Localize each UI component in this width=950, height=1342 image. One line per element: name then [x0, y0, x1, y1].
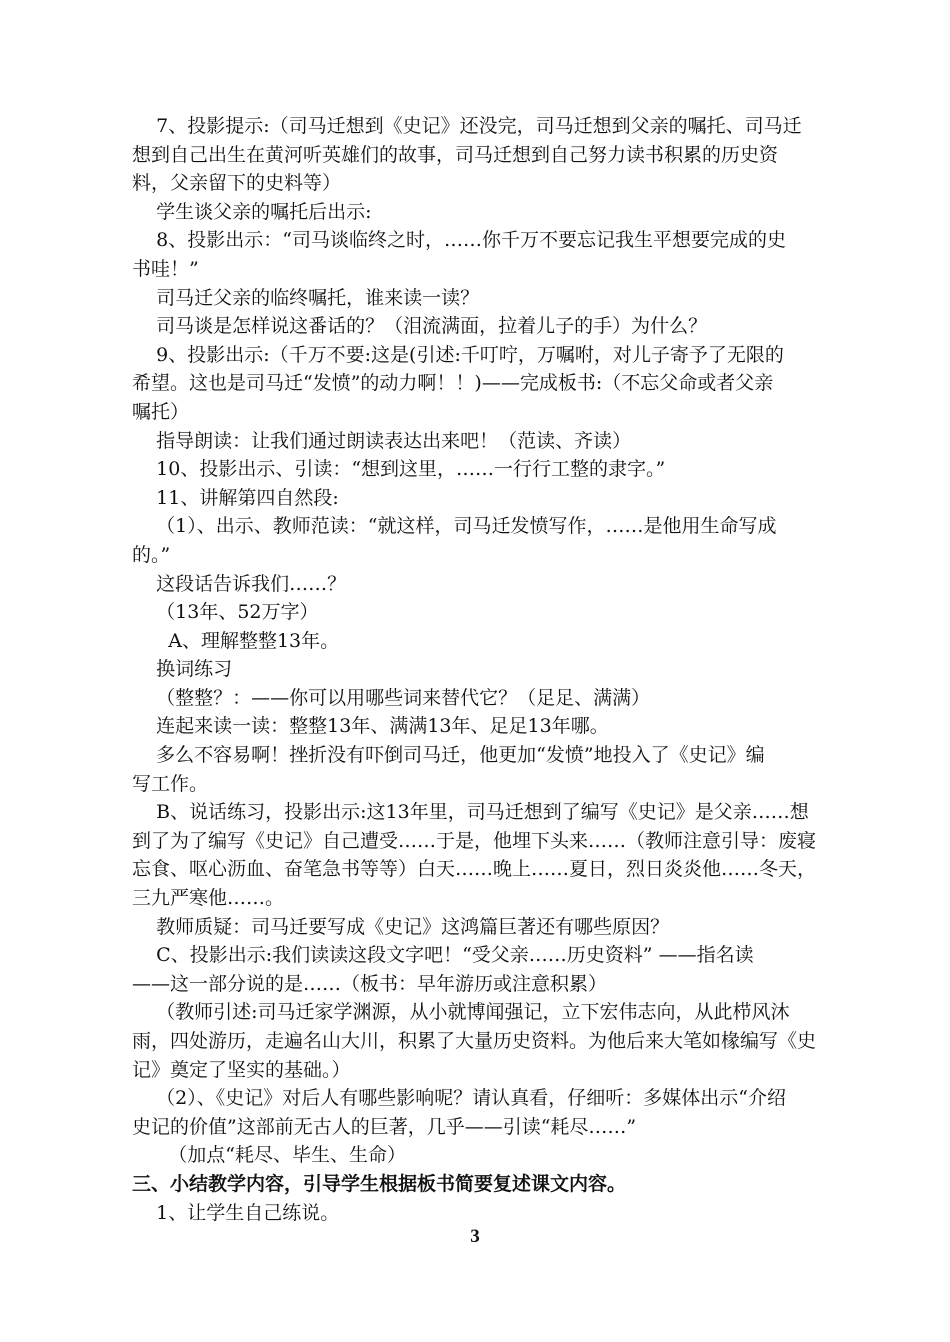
document-body — [132, 112, 884, 1227]
text-line: ——这一部分说的是……（板书：早年游历或注意积累） — [132, 972, 608, 995]
text-line: 希望。这也是司马迁“发愤”的动力啊！！)——完成板书:（不忘父命或者父亲 — [132, 372, 774, 395]
text-line: （教师引述:司马迁家学渊源，从小就博闻强记，立下宏伟志向，从此栉风沐 — [132, 1001, 790, 1024]
text-line: 料，父亲留下的史料等） — [132, 172, 342, 195]
text-line: （1）、出示、教师范读：“就这样，司马迁发愤写作，……是他用生命写成 — [132, 515, 777, 538]
text-line: 连起来读一读：整整13年、满满13年、足足13年哪。 — [132, 715, 609, 738]
section-heading: 三、小结教学内容，引导学生根据板书简要复述课文内容。 — [132, 1172, 627, 1195]
text-line: 指导朗读：让我们通过朗读表达出来吧！（范读、齐读） — [132, 429, 632, 452]
text-line: 教师质疑：司马迁要写成《史记》这鸿篇巨著还有哪些原因？ — [132, 915, 670, 938]
text-line: （加点“耗尽、毕生、生命） — [132, 1144, 406, 1167]
text-line: 写工作。 — [132, 772, 209, 795]
text-line: 换词练习 — [132, 658, 233, 681]
text-line: （整整？：——你可以用哪些词来替代它？（足足、满满） — [132, 686, 651, 709]
text-line: 11、讲解第四自然段: — [132, 486, 339, 509]
text-line: 雨，四处游历，走遍名山大川，积累了大量历史资料。为他后来大笔如椽编写《史 — [132, 1030, 817, 1052]
text-line: 9、投影出示:（千万不要:这是(引述:千叮咛，万嘱咐，对儿子寄予了无限的 — [132, 343, 784, 366]
text-line: 1、让学生自己练说。 — [132, 1201, 340, 1224]
text-line: 记》奠定了坚实的基础。） — [132, 1058, 351, 1081]
text-line: 三九严寒他……。 — [132, 887, 285, 910]
text-line: 书哇！” — [132, 257, 199, 280]
text-line: 想到自己出生在黄河听英雄们的故事，司马迁想到自己努力读书积累的历史资 — [132, 143, 779, 166]
text-line: 这段话告诉我们……？ — [132, 572, 347, 595]
text-line: 嘱托） — [132, 400, 190, 423]
text-line: 司马迁父亲的临终嘱托，谁来读一读？ — [132, 286, 480, 309]
text-line: B、说话练习，投影出示:这13年里，司马迁想到了编写《史记》是父亲……想 — [132, 801, 809, 824]
text-line: 多么不容易啊！挫折没有吓倒司马迁，他更加“发愤”地投入了《史记》编 — [132, 744, 765, 767]
text-line: 史记的价值”这部前无古人的巨著，几乎——引读“耗尽……” — [132, 1115, 637, 1138]
text-line: A、理解整整13年。 — [132, 629, 340, 652]
text-line: 到了为了编写《史记》自己遭受……于是，他埋下头来……（教师注意引导：废寝 — [132, 829, 817, 852]
text-line: 学生谈父亲的嘱托后出示: — [132, 200, 372, 223]
text-line: 忘食、呕心沥血、奋笔急书等等）白天……晚上……夏日，烈日炎炎他……冬天， — [132, 858, 817, 881]
text-line: 8、投影出示：“司马谈临终之时，……你千万不要忘记我生平想要完成的史 — [132, 229, 786, 252]
text-line: 的。” — [132, 543, 171, 566]
page-number: 3 — [470, 1226, 480, 1247]
text-line: （13年、52万字） — [132, 601, 319, 624]
text-line: 10、投影出示、引读：“想到这里，……一行行工整的隶字。” — [132, 458, 666, 481]
text-line: 7、投影提示:（司马迁想到《史记》还没完，司马迁想到父亲的嘱托、司马迁 — [132, 115, 802, 137]
text-line: （2）、《史记》对后人有哪些影响呢？请认真看，仔细听：多媒体出示“介绍 — [132, 1087, 786, 1110]
text-line: C、投影出示:我们读读这段文字吧！“受父亲……历史资料” ——指名读 — [132, 944, 754, 967]
text-line: 司马谈是怎样说这番话的？（泪流满面，拉着儿子的手）为什么？ — [132, 315, 708, 338]
